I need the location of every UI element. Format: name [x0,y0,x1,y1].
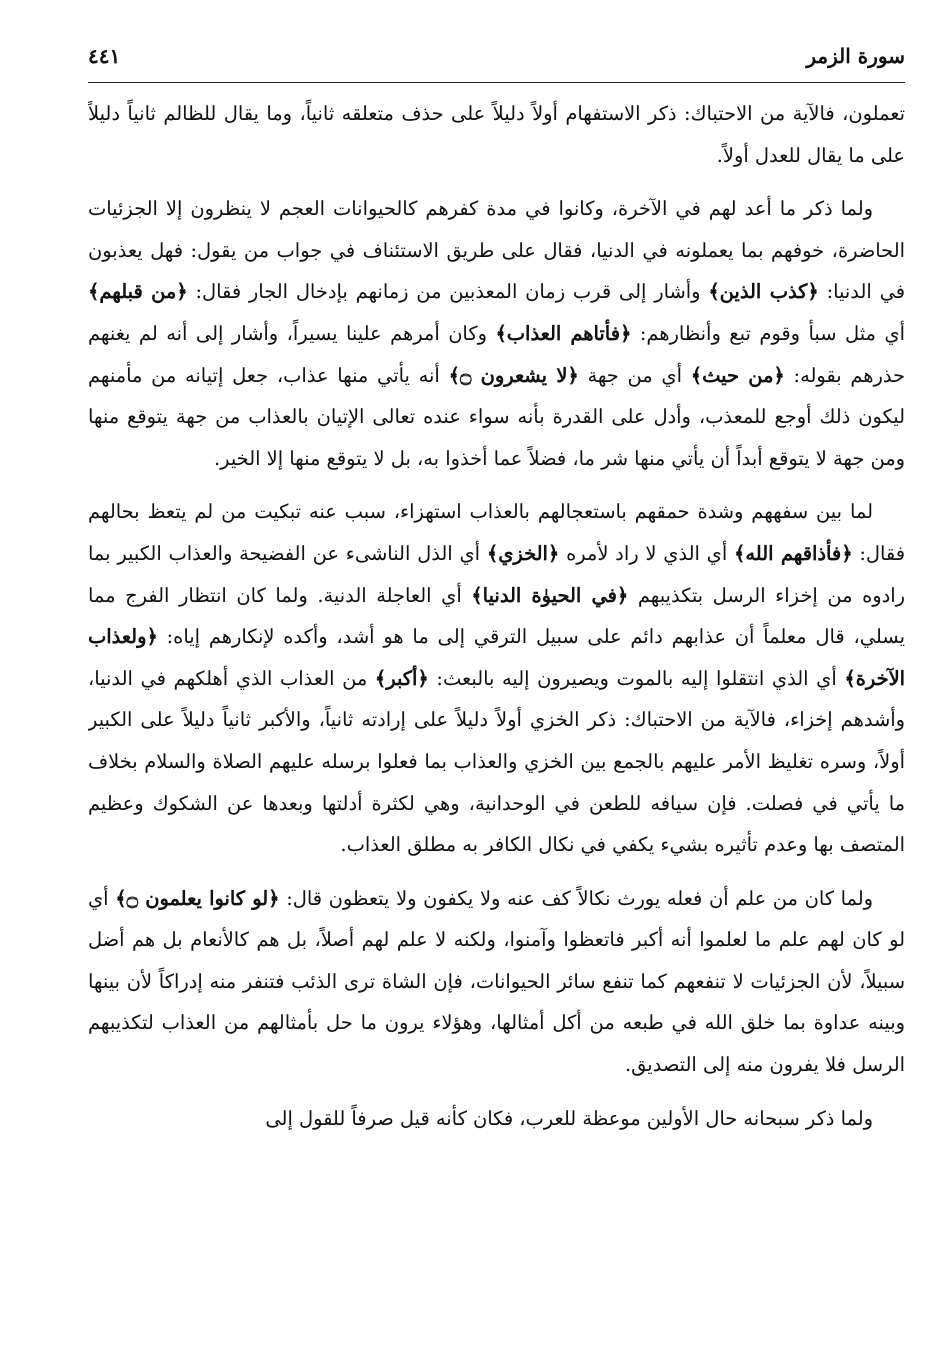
paragraph-text: أنه يأتي منها عذاب، جعل إتيانه من مأمنهم ليكون ذلك أوجع للمعذب، وأدل على القدرة بأنه سواء عنده تعالى الإتيان بالعذاب من جهة يتوقع منها ومن جهة لا يتوقع أبداً أن يأتي منها شر ما، فضلاً عما أخذوا به، بل لا يتوقع منها إلا الخير. [88,363,905,470]
paragraph-text: وكان أمرهم علينا يسيراً، وأشار إلى أنه لم يغنهم حذرهم بقوله: [88,321,905,387]
quran-quote: ﴿كذب الذين﴾ [708,280,819,304]
paragraph [88,1098,905,1140]
paragraph-text: أي من جهة [578,363,691,387]
paragraph-text: أي مثل سبأ وقوم تبع وأنظارهم: [631,321,905,345]
paragraph [88,93,905,176]
paragraph [88,188,905,479]
paragraph-text: أي الذي انتقلوا إليه بالموت ويصيرون إليه بالبعث: [428,666,845,690]
paragraph-text: ولما ذكر سبحانه حال الأولين موعظة للعرب، فكان كأنه قيل صرفاً للقول إلى [265,1106,873,1130]
quran-quote: ﴿لا يشعرون ۝﴾ [448,363,579,387]
surah-title: سورة الزمر [806,44,905,68]
commentary-body [88,93,905,1139]
book-page [88,40,905,1330]
paragraph-text: أي العاجلة الدنية. ولما كان انتظار الفرج مما يسلي، قال معلماً أن عذابهم دائم على سبيل الترقي إلى ما هو أشد، وأكده لإنكارهم إياه: [88,583,905,649]
paragraph-text: تعملون، فالآية من الاحتباك: ذكر الاستفهام أولاً دليلاً على حذف متعلقه ثانياً، وما يقال للظالم ثانياً دليلاً على ما يقال للعدل أولاً. [88,102,905,167]
quran-quote: ﴿من حيث﴾ [690,363,785,387]
quran-quote: ﴿ولعذاب الآخرة﴾ [88,625,905,690]
paragraph-text: ولما كان من علم أن فعله يورث نكالاً كف عنه ولا يكفون ولا يتعظون قال: [279,886,874,910]
paragraph-text: لما بين سفههم وشدة حمقهم باستعجالهم بالعذاب استهزاء، سبب عنه تبكيت من لم يتعظ بحالهم فقال: [88,500,905,565]
paragraph-text: وأشار إلى قرب زمان المعذبين من زمانهم بإدخال الجار فقال: [187,280,709,304]
page-header [88,40,905,83]
paragraph-text: ولما ذكر ما أعد لهم في الآخرة، وكانوا في مدة كفرهم كالحيوانات العجم لا ينظرون إلا الجزئيات الحاضرة، خوفهم بما يعملونه في الدنيا، فقال على طريق الاستئناف في جواب من يقول: فهل يعذبون في الدنيا: [88,197,905,304]
paragraph-text: أي الذي لا راد لأمره [559,541,735,565]
quran-quote: ﴿لو كانوا يعلمون ۝﴾ [115,886,280,910]
quran-quote: ﴿في الحيوٰة الدنيا﴾ [471,583,629,607]
paragraph [88,878,905,1086]
quran-quote: ﴿فأتاهم العذاب﴾ [495,321,632,345]
page-number: ٤٤١ [88,44,121,68]
paragraph-text: أي لو كان لهم علم ما لعلموا أنه أكبر فاتعظوا وآمنوا، ولكنه لا علم لهم أصلاً، بل هم كالأنعام بل هم أضل سبيلاً، لأن الجزئيات لا تنفعهم كما تنفع سائر الحيوانات، فإن الشاة ترى الذئب فتنفر منه إدراكاً لأن بينها وبينه عداوة بما خلق الله في طبعه من أكل أمثالها، وهؤلاء يرون ما حل بأمثالهم من العذاب لتكذيبهم الرسل فلا يفرون منه إلى التصديق. [88,886,905,1077]
paragraph-text: أي الذل الناشىء عن الفضيحة والعذاب الكبير بما رادوه من إخزاء الرسل بتكذيبهم [88,541,905,607]
quran-quote: ﴿من قبلهم﴾ [88,280,188,304]
paragraph [88,491,905,865]
paragraph-text: من العذاب الذي أهلكهم في الدنيا، وأشدهم إخزاء، فالآية من الاحتباك: ذكر الخزي أولاً دليلاً على إرادته ثانياً، والأكبر ثانياً دليلاً على الكبير أولاً، وسره تغليظ الأمر عليهم بالجمع بين الخزي والعذاب بما فعلوا برسله عليهم الصلاة والسلام بخلاف ما يأتي في فصلت. فإن سيافه للطعن في الوحدانية، وهي لكثرة أدلتها وبعدها عن الشكوك وعظيم المتصف بها وعدم تأثيره بشيء يكفي في نكال الكافر به مطلق العذاب. [88,666,905,857]
quran-quote: ﴿أكبر﴾ [374,666,429,690]
quran-quote: ﴿فأذاقهم الله﴾ [734,541,853,565]
quran-quote: ﴿الخزي﴾ [486,541,560,565]
